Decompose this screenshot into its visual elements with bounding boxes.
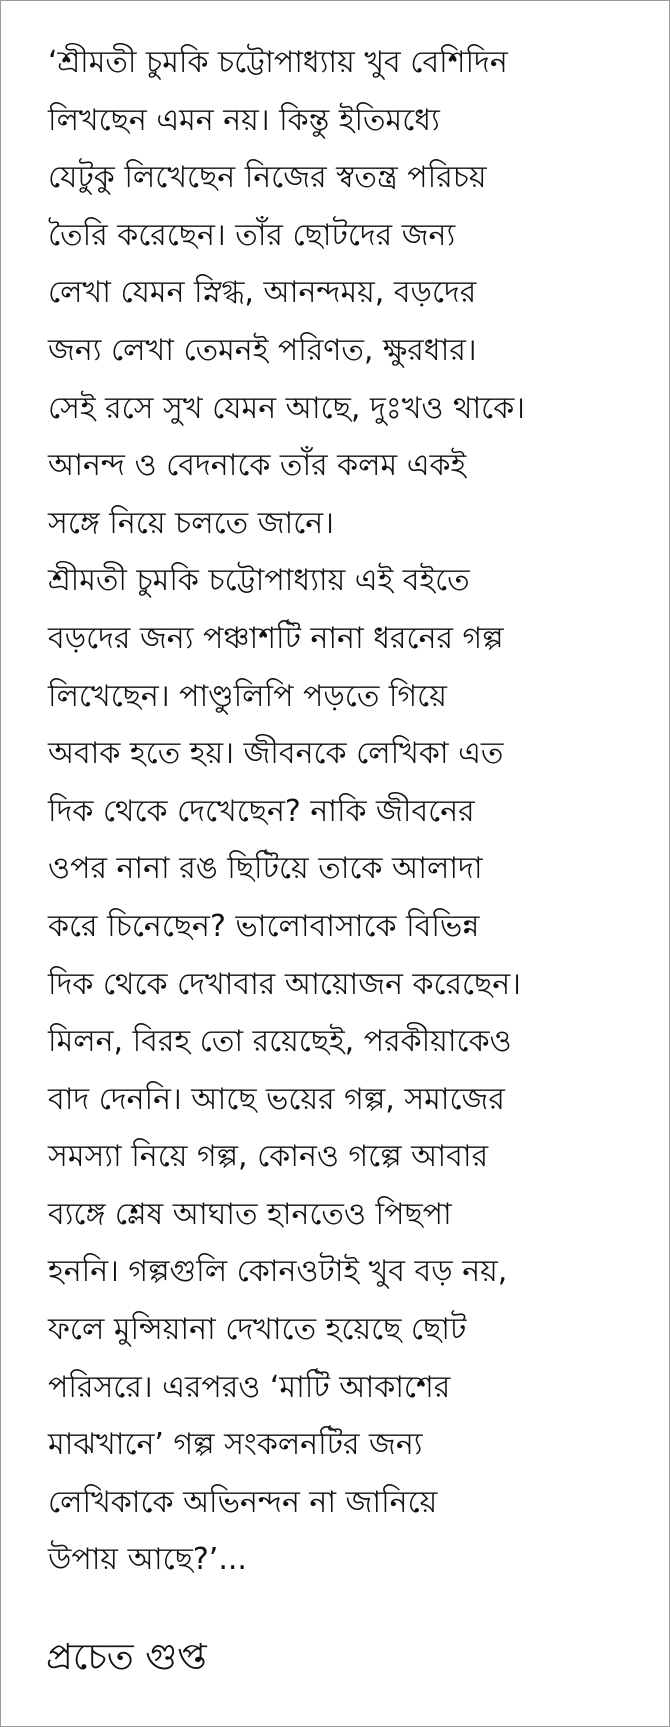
blurb-line: শ্রীমতী চুমকি চট্টোপাধ্যায় এই বইতে	[48, 563, 470, 599]
blurb-line: সেই রসে সুখ যেমন আছে, দুঃখও থাকে।	[48, 390, 525, 426]
blurb-line: লিখেছেন। পাণ্ডুলিপি পড়তে গিয়ে	[48, 678, 447, 714]
blurb-line: হননি। গল্পগুলি কোনওটাই খুব বড় নয়,	[48, 1254, 508, 1290]
blurb-line: সমস্যা নিয়ে গল্প, কোনও গল্পে আবার	[48, 1139, 489, 1175]
author-signature: প্রচেত গুপ্ত	[46, 1637, 207, 1678]
blurb-line: ওপর নানা রঙ ছিটিয়ে তাকে আলাদা	[48, 851, 483, 887]
blurb-text	[48, 34, 648, 1589]
blurb-line: বড়দের জন্য পঞ্চাশটি নানা ধরনের গল্প	[48, 620, 504, 656]
blurb-line: লিখছেন এমন নয়। কিন্তু ইতিমধ্যে	[48, 102, 440, 138]
blurb-line: যেটুকু লিখেছেন নিজের স্বতন্ত্র পরিচয়	[48, 160, 487, 196]
blurb-line: উপায় আছে?’...	[48, 1542, 247, 1578]
blurb-line: বাদ দেননি। আছে ভয়ের গল্প, সমাজের	[48, 1081, 505, 1117]
blurb-line: সঙ্গে নিয়ে চলতে জানে।	[48, 505, 334, 541]
blurb-line: দিক থেকে দেখাবার আয়োজন করেছেন।	[48, 966, 521, 1002]
blurb-line: মিলন, বিরহ তো রয়েছেই, পরকীয়াকেও	[48, 1024, 512, 1060]
blurb-line: লেখিকাকে অভিনন্দন না জানিয়ে	[48, 1484, 438, 1520]
blurb-line: লেখা যেমন স্নিগ্ধ, আনন্দময়, বড়দের	[48, 275, 477, 311]
blurb-line: আনন্দ ও বেদনাকে তাঁর কলম একই	[48, 448, 467, 484]
blurb-line: করে চিনেছেন? ভালোবাসাকে বিভিন্ন	[48, 908, 480, 944]
blurb-line: অবাক হতে হয়। জীবনকে লেখিকা এত	[48, 736, 504, 772]
blurb-line: ব্যঙ্গে শ্লেষ আঘাত হানতেও পিছপা	[48, 1196, 452, 1232]
blurb-line: ফলে মুন্সিয়ানা দেখাতে হয়েছে ছোট	[48, 1312, 467, 1348]
blurb-line: মাঝখানে’ গল্প সংকলনটির জন্য	[48, 1427, 423, 1463]
blurb-line: ‘শ্রীমতী চুমকি চট্টোপাধ্যায় খুব বেশিদিন	[48, 45, 508, 80]
blurb-line: জন্য লেখা তেমনই পরিণত, ক্ষুরধার।	[48, 332, 477, 368]
blurb-line: পরিসরে। এরপরও ‘মাটি আকাশের	[48, 1369, 451, 1405]
blurb-line: দিক থেকে দেখেছেন? নাকি জীবনের	[48, 793, 475, 829]
blurb-line: তৈরি করেছেন। তাঁর ছোটদের জন্য	[48, 217, 456, 253]
